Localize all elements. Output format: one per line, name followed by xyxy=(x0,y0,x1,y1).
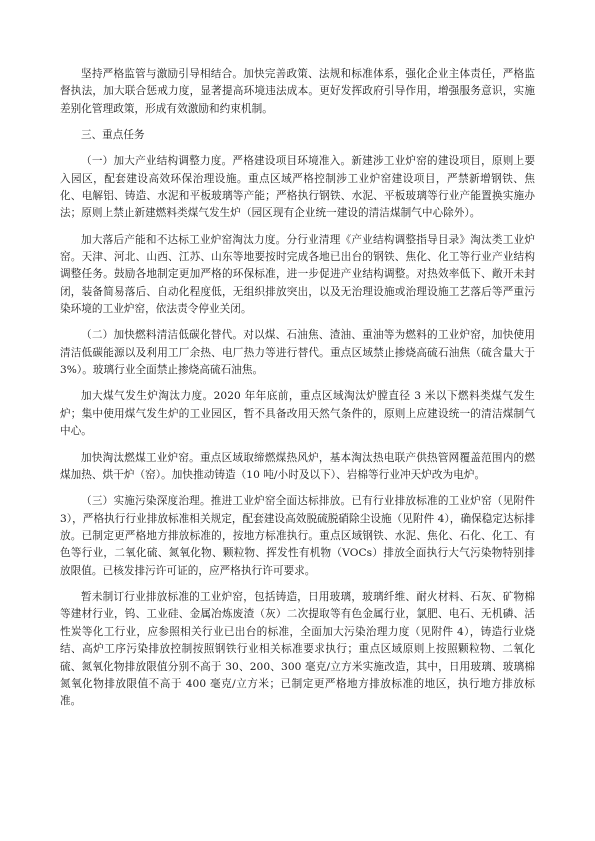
paragraph-coal-kiln-elimination: 加快淘汰燃煤工业炉窑。重点区域取缔燃煤热风炉，基本淘汰热电联产供热管网覆盖范围内的燃煤加热、烘干炉（窑）。加快推动铸造（10 吨/小时及以下）、岩棉等行业冲天炉改为电炉。 xyxy=(60,451,535,481)
paragraph-gas-generator-elimination: 加大煤气发生炉淘汰力度。2020 年年底前，重点区域淘汰炉膛直径 3 米以下燃料类煤气发生炉；集中使用煤气发生炉的工业园区，暂不具备改用天然气条件的，原则上应建设统一的清洁煤制气中心。 xyxy=(60,390,535,438)
section-heading-key-tasks: 三、重点任务 xyxy=(81,129,145,142)
paragraph-deep-pollution-control: （三）实施污染深度治理。推进工业炉窑全面达标排放。已有行业排放标准的工业炉窑（见附件 3），严格执行行业排放标准相关规定，配套建设高效脱硫脱硝除尘设施（见附件 4），确保稳定达标排放。已制定更严格地方排放标准的，按地方标准执行。重点区域钢铁、水泥、焦化、石化、化工、有色等行业，二氧化硫、氮氧化物、颗粒物、挥发性有机物（VOCs）排放全面执行大气污染物特别排放限值。已核发排污许可证的，应严格执行许可要求。 xyxy=(60,495,535,577)
paragraph-industrial-structure: （一）加大产业结构调整力度。严格建设项目环境准入。新建涉工业炉窑的建设项目，原则上要入园区，配套建设高效环保治理设施。重点区域严格控制涉工业炉窑建设项目，严禁新增钢铁、焦化、电解铝、铸造、水泥和平板玻璃等产能；严格执行钢铁、水泥、平板玻璃等行业产能置换实施办法；原则上禁止新建燃料类煤气发生炉（园区现有企业统一建设的清洁煤制气中心除外）。 xyxy=(60,155,535,220)
paragraph-clean-fuel-substitution: （二）加快燃料清洁低碳化替代。对以煤、石油焦、渣油、重油等为燃料的工业炉窑，加快使用清洁低碳能源以及利用工厂余热、电厂热力等进行替代。重点区域禁止掺烧高硫石油焦（硫含量大于 3%）。玻璃行业全面禁止掺烧高硫石油焦。 xyxy=(60,329,535,377)
paragraph-unregulated-kilns: 暂未制订行业排放标准的工业炉窑，包括铸造，日用玻璃，玻璃纤维、耐火材料、石灰、矿物棉等建材行业，钨、工业硅、金属冶炼废渣（灰）二次提取等有色金属行业，氯肥、电石、无机磷、活性炭等化工行业，应参照相关行业已出台的标准，全面加大污染治理力度（见附件 4），铸造行业烧结、高炉工序污染排放控制按照钢铁行业相关标准要求执行；重点区域原则上按照颗粒物、二氧化硫、氮氧化物排放限值分别不高于 30、200、300 毫克/立方米实施改造，其中，日用玻璃、玻璃棉氮氧化物排放限值不高于 400 毫克/立方米；已制定更严格地方排放标准的地区，执行地方排放标准。 xyxy=(60,590,535,708)
paragraph-eliminate-backward-capacity: 加大落后产能和不达标工业炉窑淘汰力度。分行业清理《产业结构调整指导目录》淘汰类工业炉窑。天津、河北、山西、江苏、山东等地要按时完成各地已出台的钢铁、焦化、化工等行业产业结构调整任务。鼓励各地制定更加严格的环保标准，进一步促进产业结构调整。对热效率低下、敞开未封闭，装备简易落后、自动化程度低，无组织排放突出，以及无治理设施或治理设施工艺落后等严重污染环境的工业炉窑，依法责令停业关闭。 xyxy=(60,233,535,316)
paragraph-principle: 坚持严格监管与激励引导相结合。加快完善政策、法规和标准体系，强化企业主体责任，严格监督执法，加大联合惩戒力度，显著提高环境违法成本。更好发挥政府引导作用，增强服务意识，实施差别化管理政策，形成有效激励和约束机制。 xyxy=(60,68,535,115)
